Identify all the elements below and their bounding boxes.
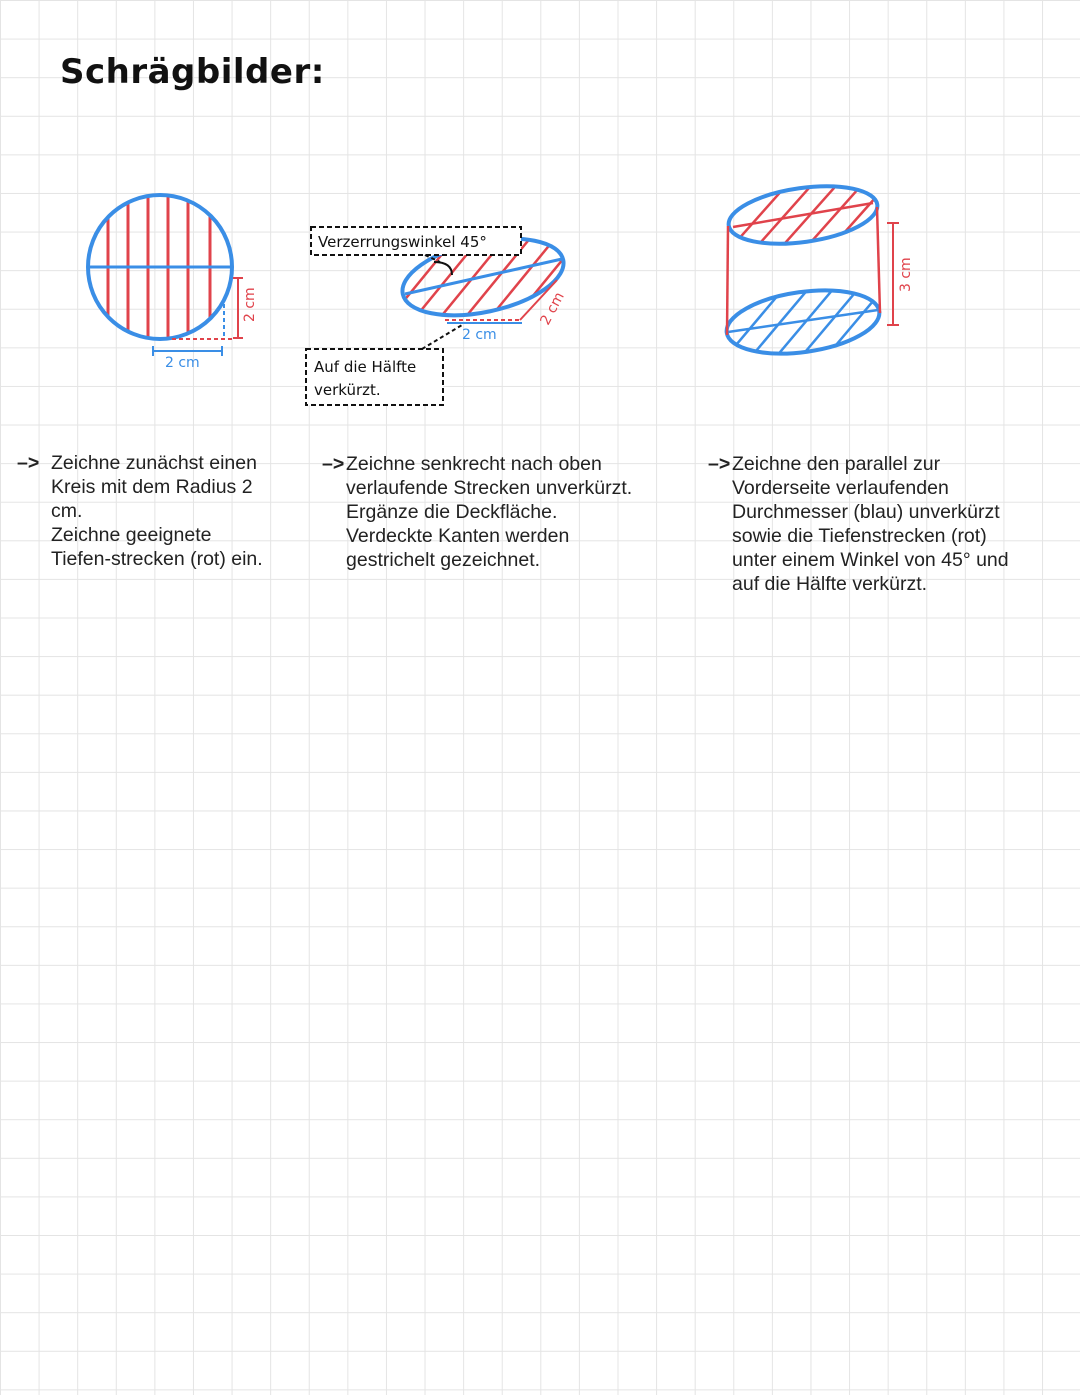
step-2 — [322, 452, 666, 572]
step-3-text: Zeichne den parallel zur Vorderseite verlaufenden Durchmesser (blau) unverkürzt sowie die Tiefenstrecken (rot) unter einem Winkel von 45° und auf die Hälfte verkürzt. — [732, 453, 1009, 595]
figure-3-height-label: 3 cm — [898, 257, 914, 292]
arrow-icon: –> — [322, 453, 345, 475]
page-title: Schrägbilder: — [60, 52, 325, 92]
callout-half-line1: Auf die Hälfte — [314, 358, 417, 376]
figure-3-cylinder — [715, 170, 925, 370]
arrow-icon: –> — [17, 452, 40, 474]
step-3 — [708, 452, 1042, 596]
callout-angle-text: Verzerrungswinkel 45° — [318, 233, 487, 251]
figure-1-bottom-label: 2 cm — [165, 355, 200, 371]
figure-2-bottom-label: 2 cm — [462, 327, 497, 343]
figure-1-side-label: 2 cm — [242, 287, 258, 322]
figure-1-circle — [88, 180, 258, 371]
step-1-text: Zeichne zunächst einen Kreis mit dem Radius 2 cm. Zeichne geeignete Tiefen-strecken (rot) ein. — [51, 452, 263, 570]
figure-2-side-label: 2 cm — [537, 289, 568, 328]
sketch-area — [0, 0, 1080, 440]
callout-half — [306, 325, 462, 405]
step-1 — [17, 451, 296, 571]
step-2-text: Zeichne senkrecht nach oben verlaufende Strecken unverkürzt. Ergänze die Deckfläche. Verdeckte Kanten werden gestrichelt gezeichnet. — [346, 453, 633, 571]
arrow-icon: –> — [708, 453, 731, 475]
callout-half-line2: verkürzt. — [314, 381, 381, 399]
